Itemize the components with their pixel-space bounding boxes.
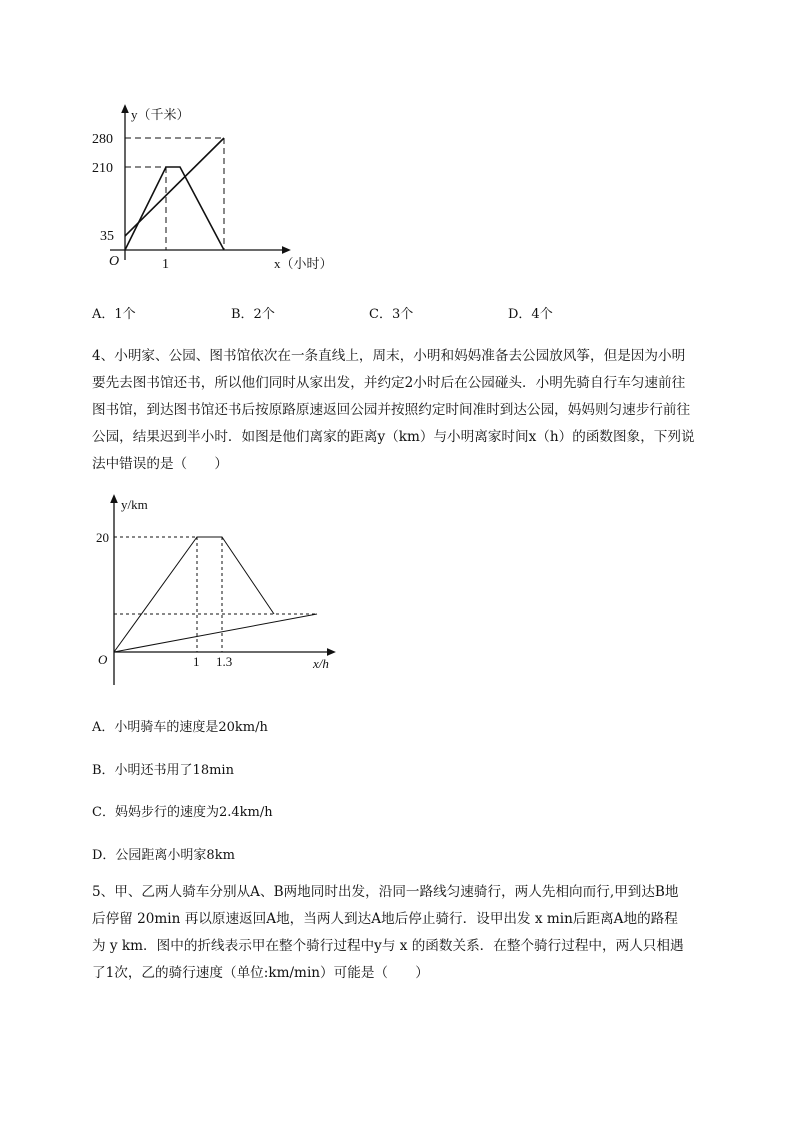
x-tick-1-3: 1.3 — [216, 654, 233, 669]
q4-option-d[interactable]: D．公园距离小明家8km — [92, 848, 235, 863]
q4-option-b[interactable]: B．小明还书用了18min — [92, 763, 234, 778]
q4-option-c[interactable]: C．妈妈步行的速度为2.4km/h — [92, 805, 273, 820]
question-5-stem — [92, 879, 712, 987]
x-tick-1: 1 — [162, 257, 169, 272]
q4-line-4: 公园，结果迟到半小时．如图是他们离家的距离y（km）与小明离家时间x（h）的函数图象，下列说 — [92, 429, 695, 445]
y-axis-label: y/km — [121, 497, 148, 512]
question-3-options — [92, 303, 692, 323]
q5-line-3: 为 y km．图中的折线表示甲在整个骑行过程中y与 x 的函数关系．在整个骑行过程中，两人只相遇 — [92, 938, 684, 954]
x-axis-label: x（小时） — [274, 256, 333, 271]
q4-option-a[interactable]: A．小明骑车的速度是20km/h — [92, 720, 268, 735]
q5-line-2: 后停留 20min 再以原速返回A地，当两人到达A地后停止骑行．设甲出发 x min后距离A地的路程 — [92, 911, 678, 927]
q4-line-5: 法中错误的是（ ） — [92, 456, 228, 472]
distance-time-graph-1 — [92, 100, 362, 275]
option-c[interactable]: C．3个 — [369, 307, 414, 322]
y-tick-35: 35 — [100, 229, 114, 244]
origin-label: O — [109, 254, 120, 269]
x-axis-label: x/h — [313, 656, 329, 671]
option-b[interactable]: B．2个 — [231, 307, 275, 322]
q4-line-2: 要先去图书馆还书，所以他们同时从家出发，并约定2小时后在公园碰头．小明先骑自行车匀速前往 — [92, 375, 686, 391]
xiaoming-graph — [114, 537, 274, 652]
mother-graph — [114, 614, 317, 652]
y-tick-20: 20 — [96, 530, 109, 545]
q4-line-3: 图书馆，到达图书馆还书后按原路原速返回公园并按照约定时间准时到达公园，妈妈则匀速步行前往 — [92, 402, 691, 418]
y-tick-210: 210 — [92, 161, 113, 176]
y-axis-label: y（千米） — [131, 107, 190, 122]
q4-line-1: 4、小明家、公园、图书馆依次在一条直线上，周末，小明和妈妈准备去公园放风筝，但是因为小明 — [92, 348, 686, 364]
q5-line-4: 了1次，乙的骑行速度（单位:km/min）可能是（ ） — [92, 965, 429, 981]
distance-time-graph-2 — [92, 492, 352, 692]
question-4-stem — [92, 343, 712, 478]
q5-line-1: 5、甲、乙两人骑车分别从A、B两地同时出发，沿同一路线匀速骑行，两人先相向而行,甲到达B地 — [92, 884, 679, 900]
polyline-graph — [125, 167, 224, 250]
origin-label: O — [98, 652, 108, 667]
option-d[interactable]: D．4个 — [508, 307, 553, 322]
option-a[interactable]: A．1个 — [92, 307, 136, 322]
x-tick-1: 1 — [193, 654, 200, 669]
y-tick-280: 280 — [92, 132, 113, 147]
